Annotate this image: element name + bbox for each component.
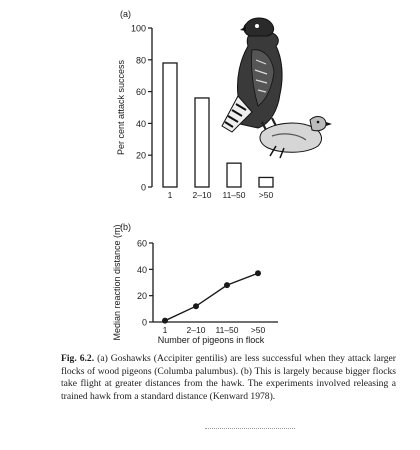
footer-divider — [205, 428, 295, 430]
panel-b-y-axis-label: Median reaction distance (m) — [112, 224, 122, 341]
panel-b-y-tick-label: 20 — [136, 291, 147, 302]
panel-a-y-tick-label: 0 — [140, 182, 146, 193]
panel-b-series-line — [165, 273, 258, 320]
panel-a-bar-2 — [195, 98, 209, 187]
caption-text: (a) Goshawks (Accipiter gentilis) are less successful when they attack larger flocks of wood pigeons (Columba palumbus). (b) This is largely because bigger flocks take flight at greater distances from the hawk. The experiments involved releasing a trained hawk from a standard distance (Kenward 1978). — [61, 353, 396, 402]
panel-a-y-tick-label: 40 — [135, 118, 146, 129]
panel-b-x-tick-label: 1 — [162, 325, 168, 335]
panel-a-bar-1 — [163, 63, 177, 187]
panel-b-x-tick-labels — [163, 325, 266, 335]
panel-b-x-tick-label: >50 — [250, 325, 266, 335]
panel-b-y-tick-label: 0 — [141, 317, 147, 328]
panel-b-y-tick-label: 60 — [136, 238, 147, 249]
panel-b-x-tick-label: 2–10 — [186, 325, 206, 335]
goshawk-with-pigeon-drawing — [222, 18, 332, 158]
panel-a-bar-4 — [259, 177, 273, 187]
caption-fig-label: Fig. 6.2. — [61, 353, 95, 364]
panel-b-y-tick-label: 40 — [136, 264, 147, 275]
panel-b-point-3 — [224, 282, 230, 288]
panel-a-y-ticks — [131, 24, 152, 193]
panel-b-point-4 — [255, 270, 261, 276]
panel-b-point-2 — [193, 303, 199, 309]
panel-b-line-chart — [112, 222, 278, 345]
panel-b-point-1 — [162, 318, 168, 324]
panel-b-x-tick-label: 11–50 — [215, 325, 239, 335]
panel-a-label: (a) — [120, 9, 131, 19]
panel-a-x-tick-label: 2–10 — [192, 190, 212, 200]
panel-a-y-tick-label: 20 — [135, 150, 146, 161]
panel-a-x-tick-label: 1 — [167, 190, 173, 200]
panel-b-y-ticks — [137, 239, 153, 328]
panel-b-label: (b) — [120, 222, 131, 232]
panel-b-x-axis-label: Number of pigeons in flock — [157, 335, 265, 345]
panel-a-y-tick-label: 100 — [130, 23, 146, 34]
panel-a-y-tick-label: 60 — [135, 87, 146, 98]
panel-a-y-tick-label: 80 — [135, 55, 146, 66]
figure-caption — [61, 353, 396, 403]
panel-a-x-tick-label: 11–50 — [222, 190, 246, 200]
panel-a-y-axis-label: Per cent attack success — [116, 59, 126, 156]
panel-a-bar-3 — [227, 163, 241, 187]
panel-a-x-tick-labels — [168, 190, 274, 200]
panel-a-x-tick-label: >50 — [258, 190, 274, 200]
